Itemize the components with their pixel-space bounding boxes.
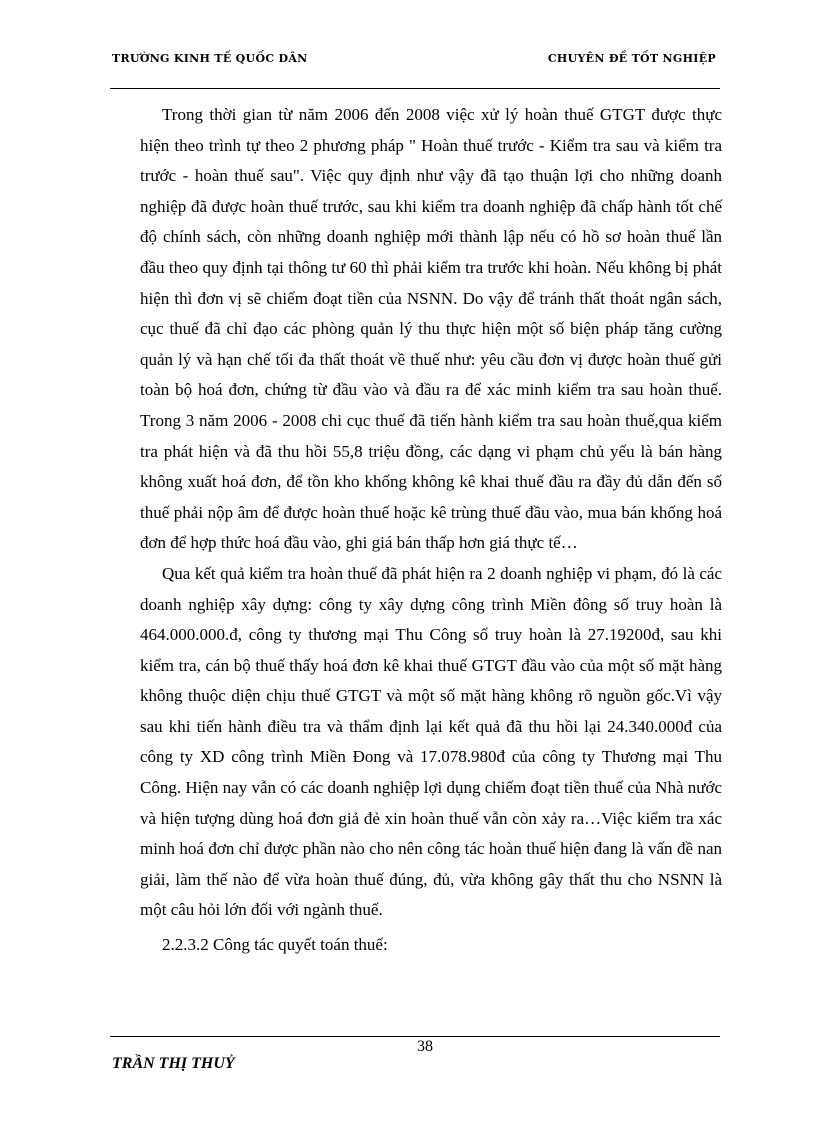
footer-divider <box>110 1036 720 1037</box>
paragraph-2: Qua kết quả kiểm tra hoàn thuế đã phát hiện ra 2 doanh nghiệp vi phạm, đó là các doanh nghiệp xây dựng: công ty xây dựng công trình Miền đông số truy hoàn là 464.000.000.đ, công ty thương mại Thu Công số truy hoàn là 27.19200đ, sau khi kiểm tra, cán bộ thuế thấy hoá đơn kê khai thuế GTGT đầu vào của một số mặt hàng không thuộc diện chịu thuế GTGT và một số mặt hàng không rõ nguồn gốc.Vì vậy sau khi tiến hành điều tra và thẩm định lại kết quả đã thu hồi lại 24.340.000đ của công ty XD công trình Miền Đong và 17.078.980đ của công ty Thương mại Thu Công. Hiện nay vẫn có các doanh nghiệp lợi dụng chiếm đoạt tiền thuế của Nhà nước và hiện tượng dùng hoá đơn giả đẻ xin hoàn thuế vẫn còn xảy ra…Việc kiểm tra xác minh hoá đơn chỉ được phần nào cho nên công tác hoàn thuế hiện đang là vấn đề nan giải, làm thế nào để vừa hoàn thuế đúng, đủ, vừa không gây thất thu cho NSNN là một câu hỏi lớn đối với ngành thuế. <box>140 563 722 920</box>
body-text <box>140 100 722 961</box>
paragraph-1: Trong thời gian từ năm 2006 đến 2008 việc xử lý hoàn thuế GTGT được thực hiện theo trình tự theo 2 phương pháp " Hoàn thuế trước - Kiểm tra sau và kiểm tra trước - hoàn thuế sau". Việc quy định như vậy đã tạo thuận lợi cho những doanh nghiệp đã được hoàn thuế trước, sau khi kiểm tra doanh nghiệp đã chấp hành tốt chế độ chính sách, còn những doanh nghiệp mới thành lập nếu có hồ sơ hoàn thuế lần đầu theo quy định tại thông tư 60 thì phải kiểm tra trước khi hoàn. Nếu không bị phát hiện thì đơn vị sẽ chiếm đoạt tiền của NSNN. Do vậy để tránh thất thoát ngân sách, cục thuế đã chỉ đạo các phòng quản lý thu thực hiện một số biện pháp tăng cường quản lý và hạn chế tối đa thất thoát về thuế như: yêu cầu đơn vị được hoàn thuế gửi toàn bộ hoá đơn, chứng từ đầu vào và đầu ra để xác minh kiểm tra sau hoàn thuế. Trong 3 năm 2006 - 2008 chi cục thuế đã tiến hành kiểm tra sau hoàn thuế,qua kiểm tra phát hiện và đã thu hồi 55,8 triệu đồng, các dạng vi phạm chủ yếu là bán hàng không xuất hoá đơn, để tồn kho khống không kê khai thuế đầu ra đầy đủ dẫn đến số thuế phải nộp âm để được hoàn thuế hoặc kê trùng thuế đầu vào, mua bán khống hoá đơn để hợp thức hoá đầu vào, ghi giá bán thấp hơn giá thực tế… <box>140 105 722 553</box>
page-number: 38 <box>417 1038 433 1055</box>
footer-author: TRẦN THỊ THUỶ <box>112 1055 235 1072</box>
section-subheading: 2.2.3.2 Công tác quyết toán thuế: <box>162 935 388 955</box>
header-divider <box>110 88 720 89</box>
header-university: TRƯỜNG KINH TẾ QUỐC DÂN <box>112 52 308 65</box>
header-title: CHUYÊN ĐỀ TỐT NGHIỆP <box>547 52 716 65</box>
